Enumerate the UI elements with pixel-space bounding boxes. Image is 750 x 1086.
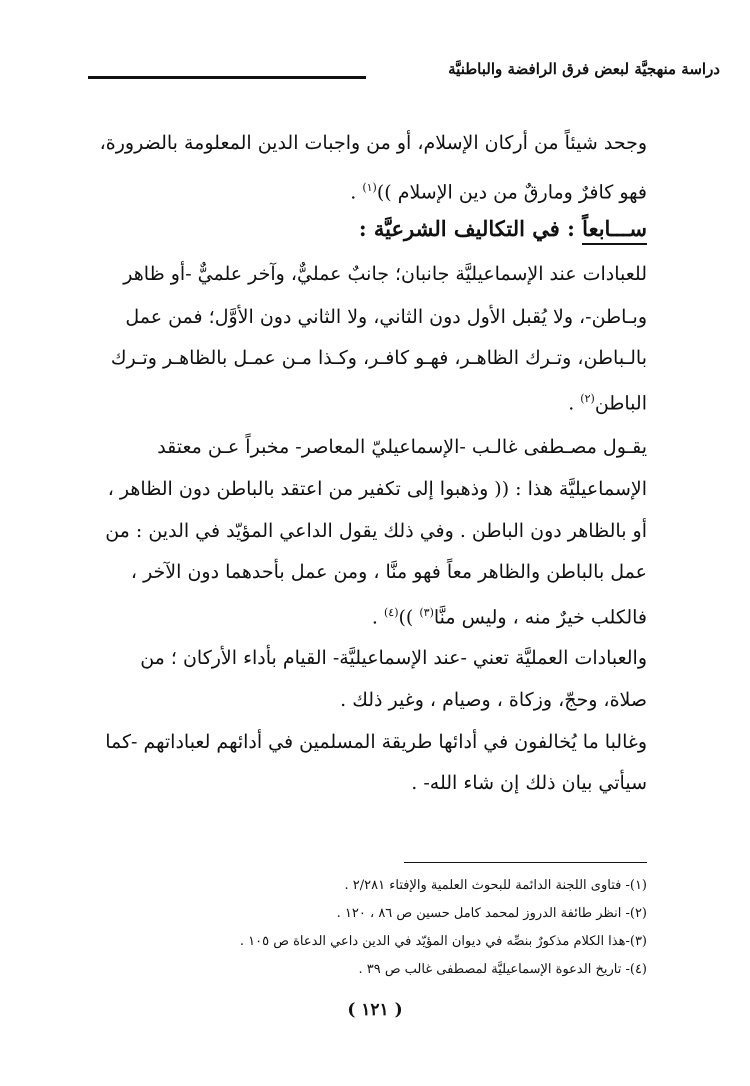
footnote: (٤)- تاريخ الدعوة الإسماعيليَّة لمصطفى غالب ص ٣٩ . bbox=[358, 962, 647, 977]
section-heading bbox=[359, 213, 647, 245]
text-fragment: . bbox=[371, 606, 384, 629]
text-fragment: . bbox=[568, 392, 581, 415]
running-header-title: دراسة منهجيَّة لبعض فرق الرافضة والباطنيَّة bbox=[448, 60, 720, 78]
page-number: ( ١٢١ ) bbox=[347, 1000, 403, 1020]
footnote: (٣)-هذا الكلام مذكورٌ بنصِّه في ديوان المؤيّد في الدين داعي الدعاة ص ١٠٥ . bbox=[239, 934, 647, 949]
footnote-rule bbox=[404, 862, 647, 863]
text-fragment: الباطن bbox=[594, 392, 647, 415]
footnote-reference: (٣) bbox=[419, 606, 434, 619]
footnote: (١)- فتاوى اللجنة الدائمة للبحوث العلمية والإفتاء ٢/٢٨١ . bbox=[344, 878, 647, 893]
text-line: يقـول مصـطفى غالـب -الإسماعيليّ المعاصر- مخبراً عـن معتقد bbox=[157, 436, 647, 458]
text-line: أو بالظاهر دون الباطن . وفي ذلك يقول الداعي المؤيّد في الدين : من bbox=[105, 520, 647, 542]
section-heading-lead: ســـابعاً bbox=[582, 216, 647, 245]
section-heading-title: : في التكاليف الشرعيَّة : bbox=[358, 216, 583, 241]
footnote: (٢)- انظر طائفة الدروز لمحمد كامل حسين ص ٨٦ ، ١٢٠ . bbox=[336, 906, 647, 921]
header-rule bbox=[88, 76, 366, 79]
text-line bbox=[82, 598, 647, 632]
text-line: وغالبا ما يُخالفون في أدائها طريقة المسلمين في أدائهم لعباداتهم -كما bbox=[105, 731, 647, 753]
footnote-reference: (١) bbox=[362, 181, 377, 194]
text-fragment: )) bbox=[398, 606, 420, 629]
text-line bbox=[82, 173, 647, 207]
text-line bbox=[82, 384, 647, 418]
text-line: وبـاطن-، ولا يُقبل الأول دون الثاني، ولا الثاني دون الأوَّل؛ فمن عمل bbox=[125, 306, 647, 328]
text-fragment: فالكلب خيرٌ منه ، وليس منَّا bbox=[433, 606, 647, 629]
text-fragment: فهو كافرٌ ومارقٌ من دين الإسلام )) bbox=[376, 181, 647, 204]
text-line: عمل بالباطن والظاهر معاً فهو منَّا ، ومن عمل بأحدهما دون الآخر ، bbox=[130, 561, 647, 583]
footnote-reference: (٤) bbox=[383, 606, 399, 619]
text-fragment: . bbox=[350, 181, 363, 204]
text-line: سيأتي بيان ذلك إن شاء الله- . bbox=[411, 772, 647, 794]
text-line: والعبادات العمليَّة تعني -عند الإسماعيليَّة- القيام بأداء الأركان ؛ من bbox=[140, 647, 647, 669]
text-line: الإسماعيليَّة هذا : (( وذهبوا إلى تكفير من اعتقد بالباطن دون الظاهر ، bbox=[107, 478, 647, 500]
text-line: بالـباطن، وتـرك الظاهـر، فهـو كافـر، وكـذا مـن عمـل بالظاهـر وتـرك bbox=[110, 347, 647, 369]
text-line: وجحد شيئاً من أركان الإسلام، أو من واجبات الدين المعلومة بالضرورة، bbox=[99, 132, 647, 154]
text-line: صلاة، وحجّ، وزكاة ، وصيام ، وغير ذلك . bbox=[340, 689, 647, 711]
footnote-reference: (٢) bbox=[580, 392, 595, 405]
text-line: للعبادات عند الإسماعيليَّة جانبان؛ جانبٌ عمليٌّ، وآخر علميٌّ -أو ظاهر bbox=[123, 263, 647, 285]
